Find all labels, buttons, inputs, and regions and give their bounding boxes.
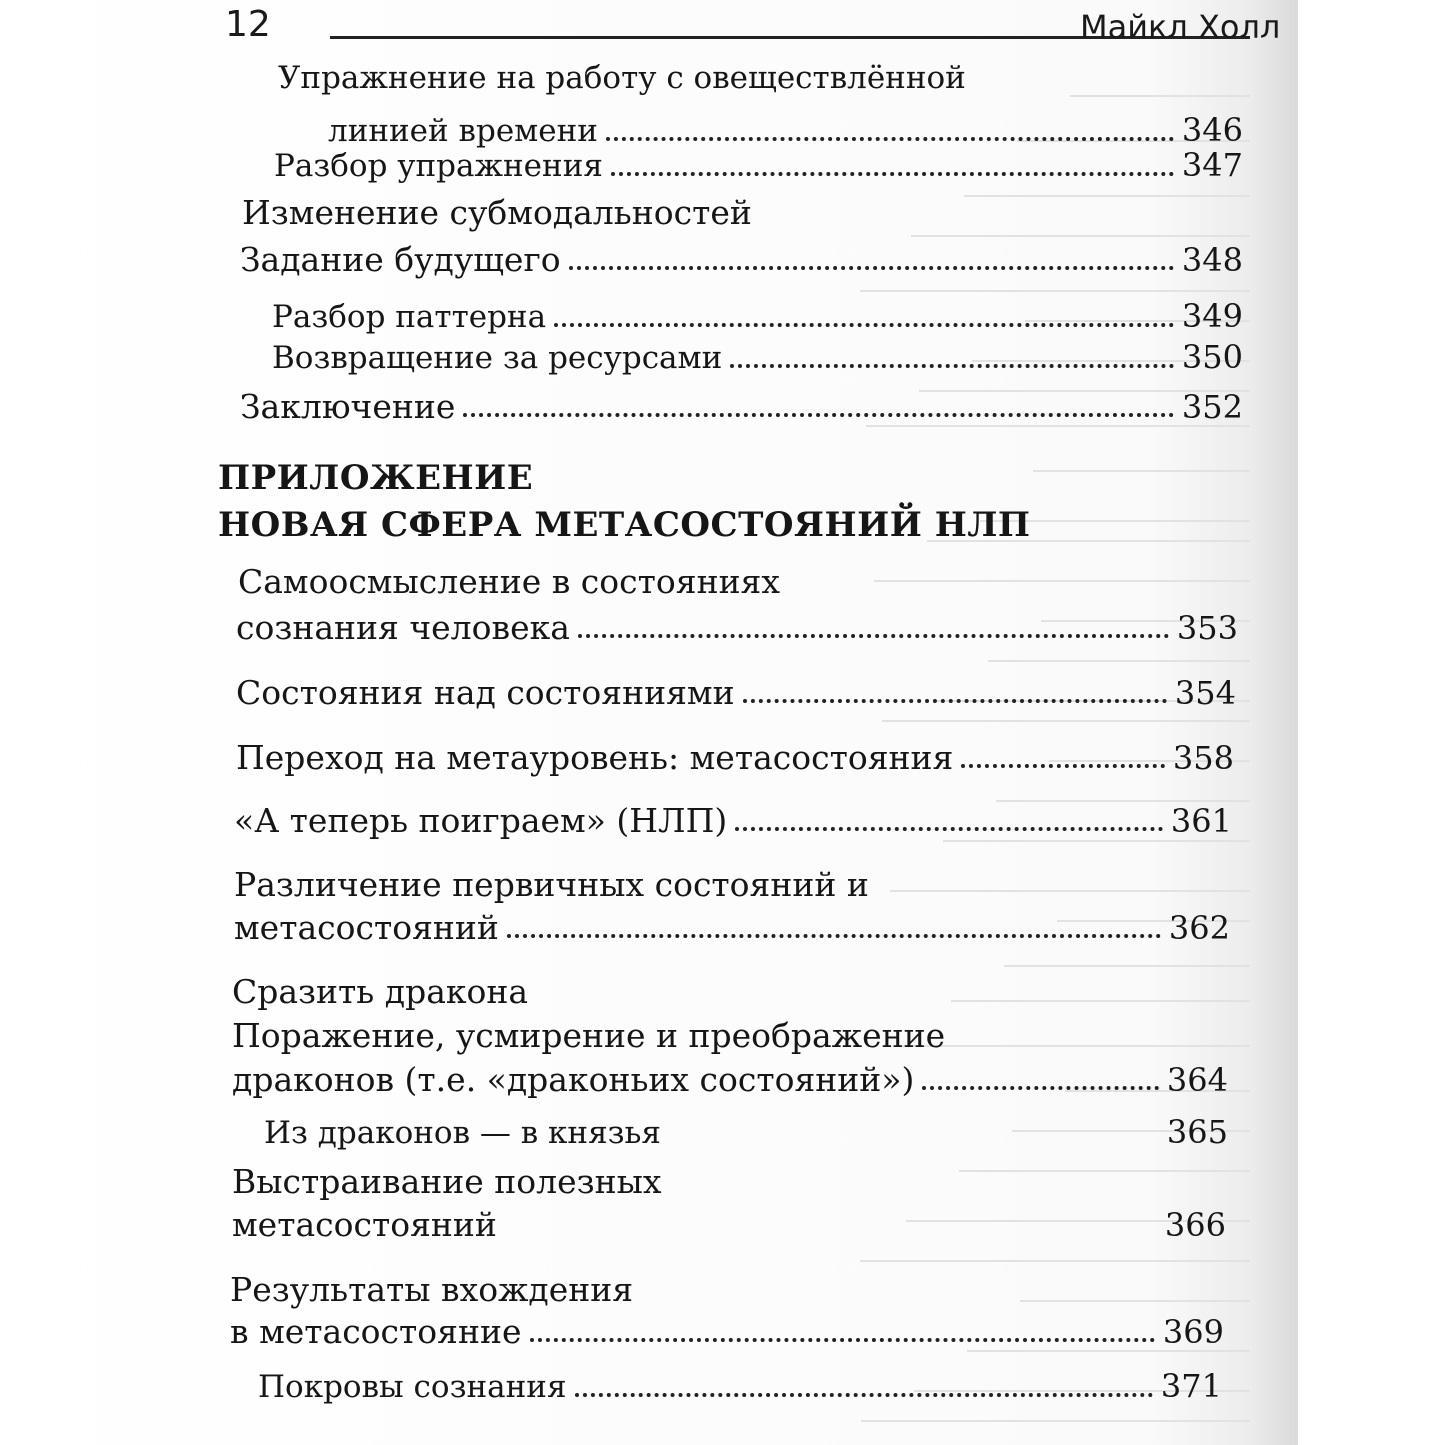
- bleed-through-stroke: [1070, 95, 1250, 97]
- bleed-through-stroke: [911, 235, 1250, 237]
- toc-entry-text: Из драконов — в князья: [264, 1115, 661, 1151]
- leader-dots: [669, 1139, 1159, 1143]
- toc-entry: [232, 1205, 1226, 1245]
- toc-entry-text: метасостояний: [234, 908, 499, 947]
- leader-dots: [735, 827, 1163, 831]
- toc-page-number: 349: [1181, 297, 1243, 335]
- leader-dots: [611, 172, 1174, 176]
- leader-dots: [578, 634, 1169, 638]
- leader-dots: [569, 266, 1174, 270]
- bleed-through-stroke: [1020, 1300, 1250, 1302]
- toc-entry-text: метасостояний: [232, 1205, 497, 1244]
- toc-page-number: 347: [1181, 146, 1243, 184]
- toc-page-number: 348: [1181, 241, 1243, 279]
- toc-page-number: 352: [1181, 388, 1243, 426]
- toc-entry: [258, 1366, 1222, 1407]
- toc-entry-text: Самоосмысление в состояниях: [238, 562, 780, 601]
- leader-dots: [606, 137, 1174, 141]
- leader-dots: [530, 1338, 1155, 1342]
- toc-page-number: 354: [1174, 674, 1236, 712]
- bleed-through-stroke: [1004, 965, 1250, 967]
- toc-page-number: 362: [1168, 909, 1230, 947]
- toc-entry: [240, 387, 1243, 427]
- bleed-through-stroke: [874, 580, 1250, 582]
- bleed-through-stroke: [959, 1170, 1250, 1172]
- toc-entry-text: Изменение субмодальностей: [242, 193, 752, 232]
- toc-page-number: 365: [1166, 1113, 1228, 1151]
- toc-entry-text: Выстраивание полезных: [232, 1162, 662, 1201]
- toc-entry-text: линией времени: [328, 113, 598, 149]
- toc-entry-text: Задание будущего: [240, 240, 561, 279]
- leader-dots: [554, 323, 1174, 327]
- toc-entry: [230, 1312, 1224, 1352]
- toc-entry-text: Сразить дракона: [232, 972, 529, 1011]
- leader-dots: [730, 364, 1174, 368]
- leader-dots: [961, 764, 1165, 768]
- bleed-through-stroke: [951, 1000, 1250, 1002]
- toc-page-number: 346: [1181, 111, 1243, 149]
- toc-entry-text: Покровы сознания: [258, 1369, 567, 1405]
- toc-entry: [236, 673, 1236, 713]
- toc-page-number: 361: [1170, 802, 1232, 840]
- leader-dots: [507, 934, 1161, 938]
- bleed-through-stroke: [890, 890, 1250, 892]
- toc-page-number: 350: [1181, 338, 1243, 376]
- bleed-through-stroke: [898, 1045, 1250, 1047]
- toc-entry: [234, 908, 1230, 948]
- toc-entry-text: Разбор упражнения: [274, 148, 603, 184]
- bleed-through-stroke: [964, 195, 1250, 197]
- toc-entry: [274, 145, 1243, 186]
- toc-entry-text: драконов (т.е. «драконьих состояний»): [232, 1060, 915, 1099]
- toc-page-number: 371: [1160, 1367, 1222, 1405]
- toc-entry: [272, 296, 1243, 337]
- toc-page-number: 353: [1176, 609, 1238, 647]
- toc-entry: [234, 801, 1232, 841]
- bleed-through-stroke: [988, 660, 1250, 662]
- toc-entry-text: сознания человека: [236, 608, 570, 647]
- section-heading: НОВАЯ СФЕРА МЕТАСОСТОЯНИЙ НЛП: [218, 505, 1031, 545]
- toc-entry-text: Различение первичных состояний и: [234, 865, 869, 904]
- running-header-author: Майкл Холл: [1080, 8, 1281, 46]
- section-heading: ПРИЛОЖЕНИЕ: [218, 458, 534, 498]
- toc-entry-text: Поражение, усмирение и преображение: [232, 1016, 946, 1055]
- bleed-through-stroke: [860, 290, 1250, 292]
- bleed-through-stroke: [882, 720, 1250, 722]
- leader-dots: [505, 1231, 1157, 1235]
- toc-entry-text: «А теперь поиграем» (НЛП): [234, 801, 728, 840]
- leader-dots: [463, 413, 1174, 417]
- toc-entry: [264, 1112, 1228, 1153]
- leader-dots: [922, 1086, 1159, 1090]
- right-margin: [1298, 0, 1445, 1445]
- toc-page-number: 366: [1164, 1206, 1226, 1244]
- page-number: 12: [225, 4, 271, 45]
- bleed-through-stroke: [861, 1420, 1250, 1422]
- toc-entry-text: Заключение: [240, 387, 456, 426]
- leader-dots: [575, 1393, 1153, 1397]
- toc-entry-text: Результаты вхождения: [230, 1270, 634, 1309]
- bleed-through-stroke: [860, 1260, 1250, 1262]
- toc-entry: [236, 608, 1238, 648]
- toc-entry-text: Переход на метауровень: метасостояния: [236, 738, 954, 777]
- toc-entry: [232, 1060, 1228, 1100]
- toc-entry: [236, 738, 1234, 778]
- leader-dots: [743, 699, 1167, 703]
- toc-entry-text: в метасостояние: [230, 1312, 522, 1351]
- toc-entry-text: Разбор паттерна: [272, 299, 547, 335]
- toc-entry-text: Возвращение за ресурсами: [272, 340, 723, 376]
- bleed-through-stroke: [1033, 470, 1250, 472]
- toc-page-number: 369: [1162, 1313, 1224, 1351]
- toc-page-number: 358: [1172, 739, 1234, 777]
- toc-page-number: 364: [1166, 1061, 1228, 1099]
- toc-entry: [272, 337, 1243, 378]
- toc-entry: [240, 240, 1243, 280]
- toc-entry-text: Состояния над состояниями: [236, 673, 735, 712]
- toc-entry-text: Упражнение на работу с овеществлённой: [278, 60, 966, 96]
